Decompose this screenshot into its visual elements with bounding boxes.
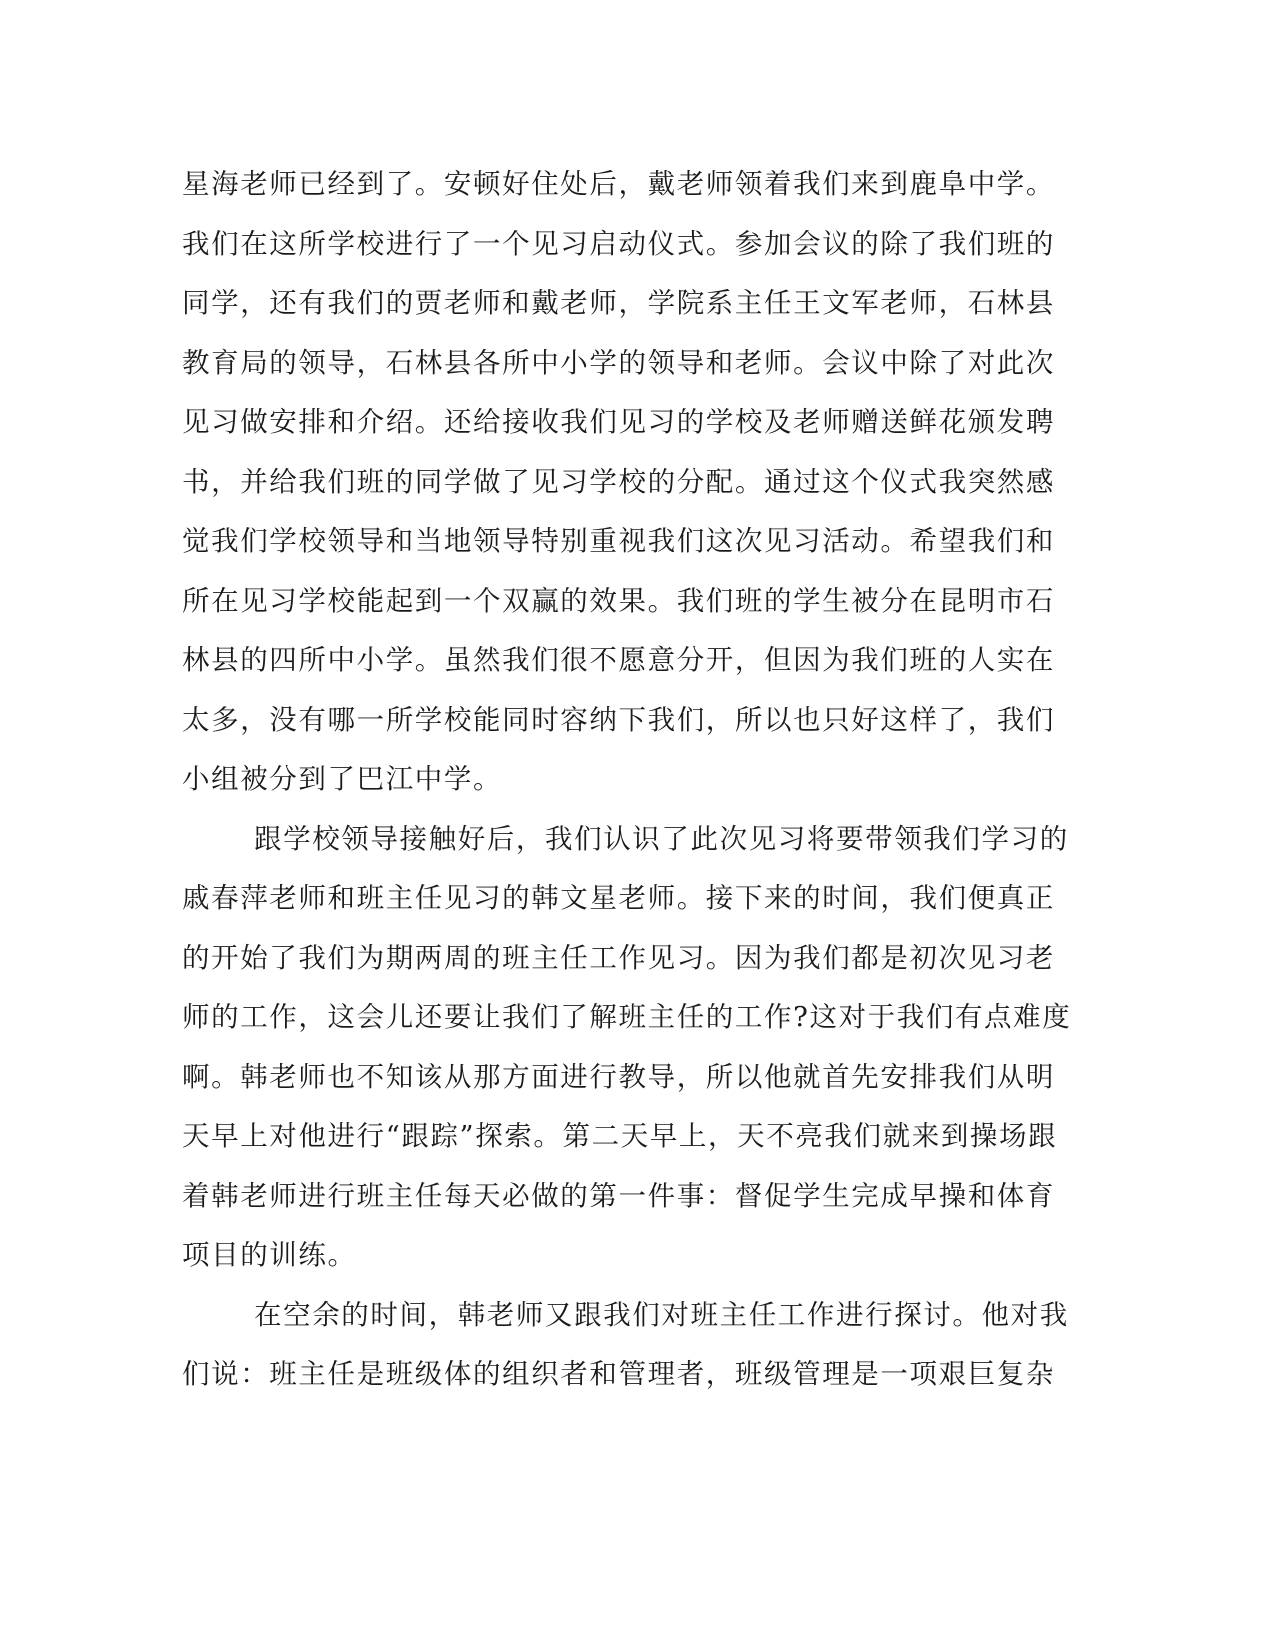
paragraph (182, 1286, 1069, 1405)
text-line: 着韩老师进行班主任每天必做的第一件事：督促学生完成早操和体育 (182, 1179, 1055, 1212)
text-line: 戚春萍老师和班主任见习的韩文星老师。接下来的时间，我们便真正 (182, 882, 1055, 914)
text-line: 们说：班主任是班级体的组织者和管理者，班级管理是一项艰巨复杂 (182, 1358, 1055, 1390)
text-line: 我们在这所学校进行了一个见习启动仪式。参加会议的除了我们班的 (182, 227, 1055, 260)
paragraph (182, 810, 1072, 1286)
text-line: 觉我们学校领导和当地领导特别重视我们这次见习活动。希望我们和 (182, 525, 1055, 557)
text-line: 在空余的时间，韩老师又跟我们对班主任工作进行探讨。他对我 (254, 1298, 1069, 1331)
paragraph (182, 155, 1055, 810)
text-line: 师的工作，这会儿还要让我们了解班主任的工作?这对于我们有点难度 (182, 1001, 1072, 1033)
text-line: 书，并给我们班的同学做了见习学校的分配。通过这个仪式我突然感 (182, 465, 1055, 498)
text-line: 见习做安排和介绍。还给接收我们见习的学校及老师赠送鲜花颁发聘 (182, 406, 1055, 438)
text-line: 的开始了我们为期两周的班主任工作见习。因为我们都是初次见习老 (182, 941, 1055, 974)
text-line: 所在见习学校能起到一个双赢的效果。我们班的学生被分在昆明市石 (182, 584, 1055, 617)
text-line: 天早上对他进行“跟踪”探索。第二天早上，天不亮我们就来到操场跟 (182, 1120, 1058, 1152)
text-line: 林县的四所中小学。虽然我们很不愿意分开，但因为我们班的人实在 (182, 644, 1055, 676)
text-line: 项目的训练。 (182, 1239, 357, 1271)
body-text (182, 155, 1072, 1405)
text-line: 小组被分到了巴江中学。 (182, 763, 503, 795)
text-line: 教育局的领导，石林县各所中小学的领导和老师。会议中除了对此次 (182, 346, 1055, 379)
text-line: 跟学校领导接触好后，我们认识了此次见习将要带领我们学习的 (254, 822, 1069, 855)
text-line: 同学，还有我们的贾老师和戴老师，学院系主任王文军老师，石林县 (182, 287, 1055, 319)
text-line: 星海老师已经到了。安顿好住处后，戴老师领着我们来到鹿阜中学。 (182, 168, 1055, 200)
text-line: 啊。韩老师也不知该从那方面进行教导，所以他就首先安排我们从明 (182, 1060, 1055, 1093)
text-line: 太多，没有哪一所学校能同时容纳下我们，所以也只好这样了，我们 (182, 703, 1055, 736)
